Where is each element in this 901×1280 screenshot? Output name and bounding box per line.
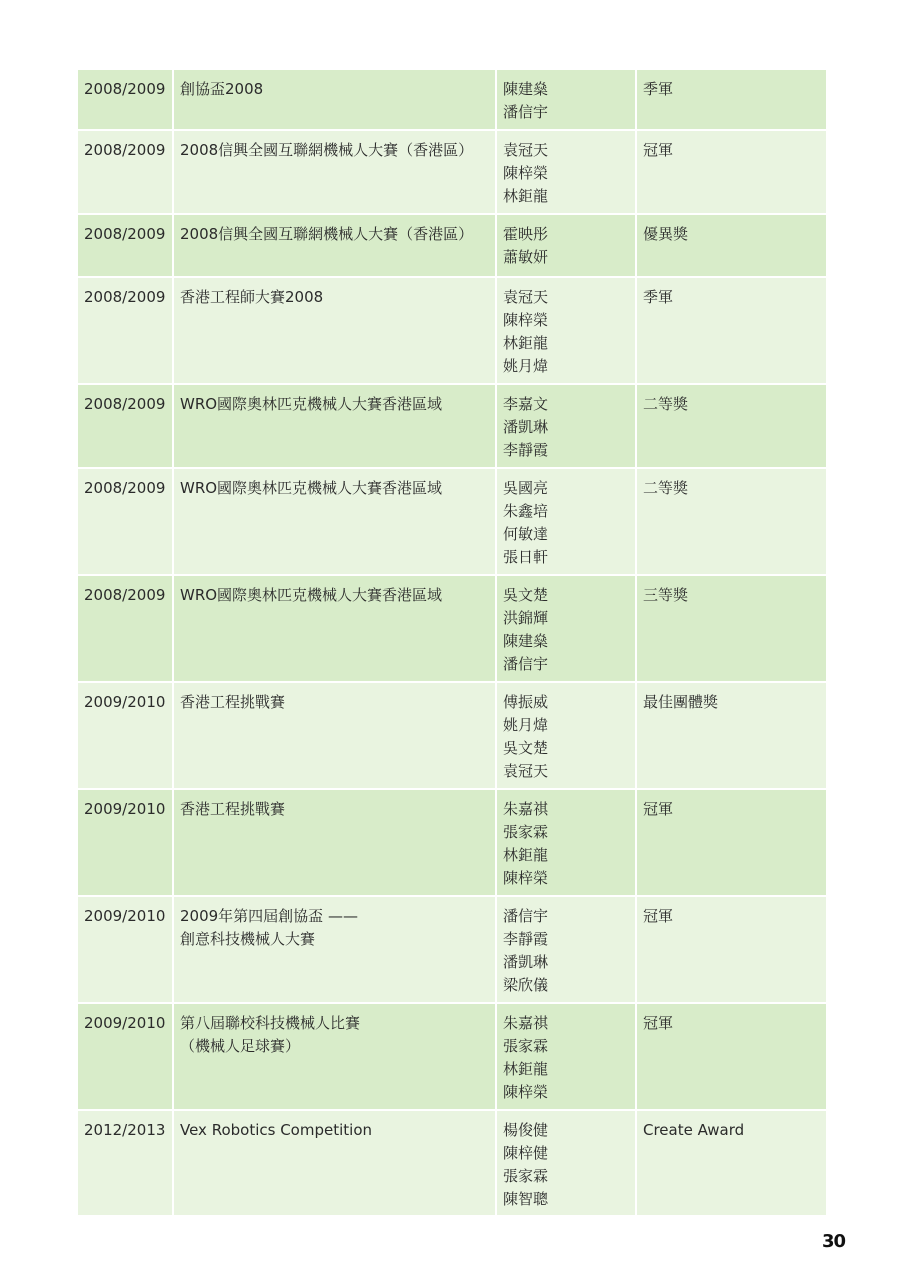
competition-line: Vex Robotics Competition [180,1121,373,1139]
competition-line: 創協盃2008 [180,80,264,98]
award-cell: 冠軍 [643,907,674,925]
competition-line: WRO國際奧林匹克機械人大賽香港區域 [180,479,443,497]
year-cell: 2009/2010 [78,683,174,788]
table-row [78,683,826,790]
names-cell [497,576,637,681]
year-cell: 2009/2010 [78,1004,174,1109]
student-name: 張日軒 [503,548,549,566]
table-row [78,215,826,278]
year-cell: 2008/2009 [78,70,174,129]
competition-cell [174,278,497,383]
award-cell: 冠軍 [643,800,674,818]
table-row [78,278,826,385]
competition-cell [174,576,497,681]
competition-line: WRO國際奧林匹克機械人大賽香港區域 [180,586,443,604]
names-cell [497,683,637,788]
student-name: 姚月煒 [503,357,549,375]
year-cell: 2008/2009 [78,278,174,383]
award-cell: 季軍 [643,288,674,306]
award-cell: 季軍 [643,80,674,98]
table-row [78,1004,826,1111]
student-name: 林鉅龍 [503,187,549,205]
award-cell: 優異獎 [643,225,689,243]
award-cell: 二等獎 [643,395,689,413]
competition-line: 2009年第四屆創協盃 —— [180,907,358,925]
table-row [78,385,826,469]
student-name: 陳建燊 [503,80,549,98]
student-name: 吳國亮 [503,479,549,497]
student-name: 傅振威 [503,693,549,711]
competition-cell [174,385,497,467]
student-name: 潘凱琳 [503,418,549,436]
student-name: 梁欣儀 [503,976,549,994]
student-name: 洪錦輝 [503,609,549,627]
student-name: 林鉅龍 [503,846,549,864]
student-name: 張家霖 [503,1167,549,1185]
student-name: 李靜霞 [503,441,549,459]
student-name: 陳梓健 [503,1144,549,1162]
student-name: 陳梓榮 [503,869,549,887]
competition-cell [174,215,497,276]
student-name: 潘信宇 [503,103,549,121]
competition-line: 2008信興全國互聯網機械人大賽（香港區） [180,225,474,243]
student-name: 陳梓榮 [503,1083,549,1101]
student-name: 朱嘉祺 [503,800,549,818]
student-name: 陳梓榮 [503,311,549,329]
competition-line: 香港工程挑戰賽 [180,693,286,711]
competition-cell [174,131,497,213]
student-name: 朱鑫培 [503,502,549,520]
competition-line: 第八屆聯校科技機械人比賽 [180,1014,361,1032]
page-number: 30 [822,1231,846,1252]
student-name: 袁冠天 [503,288,549,306]
student-name: 陳智聰 [503,1190,549,1208]
year-cell: 2012/2013 [78,1111,174,1215]
names-cell [497,897,637,1002]
competition-cell [174,70,497,129]
table-row [78,897,826,1004]
student-name: 霍映彤 [503,225,549,243]
awards-table [78,70,826,1217]
year-cell: 2009/2010 [78,790,174,895]
year-cell: 2008/2009 [78,576,174,681]
year-cell: 2009/2010 [78,897,174,1002]
names-cell [497,1111,637,1215]
competition-cell [174,790,497,895]
award-cell: 二等獎 [643,479,689,497]
table-row [78,70,826,131]
competition-line: WRO國際奧林匹克機械人大賽香港區域 [180,395,443,413]
student-name: 李靜霞 [503,930,549,948]
student-name: 潘信宇 [503,655,549,673]
year-cell: 2008/2009 [78,131,174,213]
student-name: 吳文楚 [503,739,549,757]
student-name: 林鉅龍 [503,1060,549,1078]
student-name: 袁冠天 [503,141,549,159]
student-name: 李嘉文 [503,395,549,413]
table-row [78,790,826,897]
competition-cell [174,1004,497,1109]
student-name: 潘信宇 [503,907,549,925]
student-name: 張家霖 [503,1037,549,1055]
student-name: 姚月煒 [503,716,549,734]
student-name: 林鉅龍 [503,334,549,352]
award-cell: 三等獎 [643,586,689,604]
student-name: 楊俊健 [503,1121,549,1139]
names-cell [497,131,637,213]
competition-line: 香港工程挑戰賽 [180,800,286,818]
table-row [78,131,826,215]
names-cell [497,278,637,383]
table-row [78,469,826,576]
award-cell: 冠軍 [643,1014,674,1032]
award-cell: Create Award [643,1121,745,1139]
year-cell: 2008/2009 [78,469,174,574]
competition-cell [174,1111,497,1215]
year-cell: 2008/2009 [78,215,174,276]
competition-cell [174,469,497,574]
award-cell: 最佳團體獎 [643,693,719,711]
names-cell [497,70,637,129]
competition-line: （機械人足球賽） [180,1037,301,1055]
competition-line: 2008信興全國互聯網機械人大賽（香港區） [180,141,474,159]
competition-line: 創意科技機械人大賽 [180,930,316,948]
student-name: 張家霖 [503,823,549,841]
names-cell [497,469,637,574]
names-cell [497,215,637,276]
names-cell [497,385,637,467]
student-name: 何敏達 [503,525,549,543]
competition-line: 香港工程師大賽2008 [180,288,324,306]
award-cell: 冠軍 [643,141,674,159]
competition-cell [174,897,497,1002]
names-cell [497,790,637,895]
student-name: 陳建燊 [503,632,549,650]
student-name: 朱嘉祺 [503,1014,549,1032]
table-row [78,576,826,683]
competition-cell [174,683,497,788]
year-cell: 2008/2009 [78,385,174,467]
student-name: 吳文楚 [503,586,549,604]
table-row [78,1111,826,1217]
student-name: 蕭敏妍 [503,248,549,266]
student-name: 潘凱琳 [503,953,549,971]
student-name: 袁冠天 [503,762,549,780]
student-name: 陳梓榮 [503,164,549,182]
names-cell [497,1004,637,1109]
